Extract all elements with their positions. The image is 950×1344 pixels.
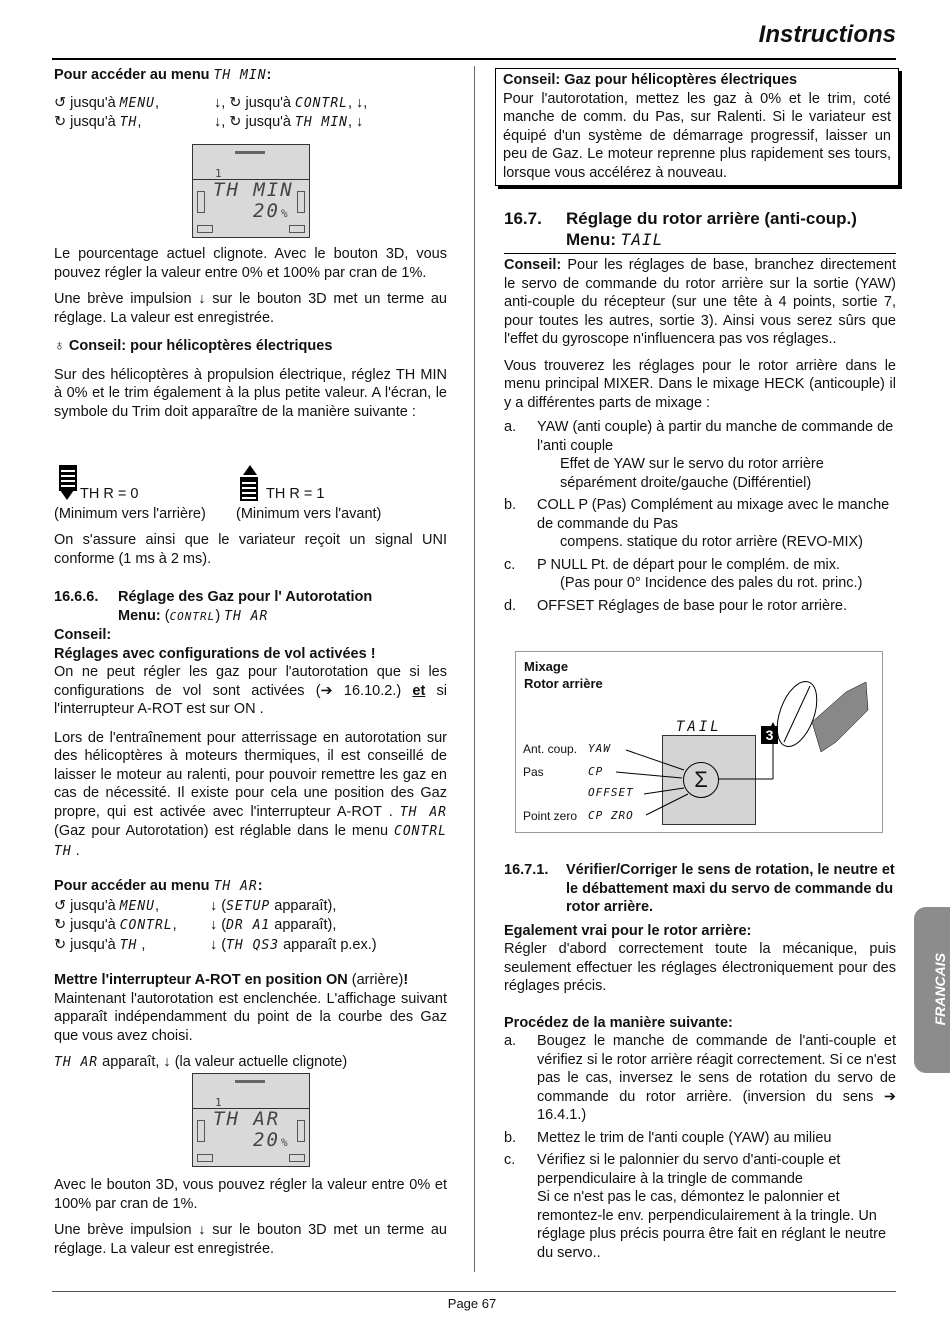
lcd-model-number: 1 [215,1096,222,1109]
diagram-row-label: Pas [523,765,544,779]
paragraph: Lors de l'entraînement pour atterrissage en autorotation sur des hélicoptères à moteurs thermiques, il est conseillé de laisser le moteur au ralenti, pour pouvoir remettre les gaz en cas de nécessité. Il existe pour cela une position des Gaz propre, qui est activée avec l'interrupteur A-ROT . TH AR (Gaz pour Autorotation) est réglable dans le menu CONTRL TH . [54,729,447,859]
heli-icon [235,151,265,154]
tip-box-text: Pour l'autorotation, mettez les gaz à 0% et le trim, coté manche de comm. du Pas, sur Ralenti. Si le variateur est équipé d'un système de démarrage progressif, laisser un peu de Gaz. Le moteur reprenne plus rapidement ses tours, lorsque vous accélérez à nouveau. [503,90,891,181]
trim-symbol-rear-icon [59,465,77,491]
also-heading: Egalement vrai pour le rotor arrière: [504,922,752,939]
lcd-line1: TH AR [213,1108,281,1130]
list-item: c. Vérifiez si le palonnier du servo d'anti-couple et perpendiculaire à la tringle de commande Si ce n'est pas le cas, démontez le palonnier et remontez-le env. perpendiculairement à la tringle. Un réglage plus précis pourra être fait en réglant le neutre du servo.. [504,1152,887,1261]
diagram-title: Mixage Rotor arrière [524,659,603,691]
access-heading-1: Pour accéder au menu TH MIN: [54,67,272,83]
paragraph: On s'assure ainsi que le variateur reçoit un signal UNI conforme (1 ms à 2 ms). [54,532,447,567]
lcd-percent: % [281,207,288,220]
mix-list [504,418,896,615]
diagram-row-lcd: OFFSET [588,786,634,799]
left-column [54,66,447,133]
list-item: a. YAW (anti couple) à partir du manche de commande de l'anti couple Effet de YAW sur le servo du rotor arrière séparément droite/gauche (Différentiel) [504,419,894,491]
diagram-row-label: Ant. coup. [523,742,578,756]
conseil-label: Conseil: [54,627,112,643]
lcd-model-number: 1 [215,167,222,180]
trim-right-icon [297,1120,305,1142]
footer-rule [52,1291,896,1292]
trim-bottom-left-icon [197,225,213,233]
list-item: d. OFFSET Réglages de base pour le rotor arrière. [504,597,848,614]
list-item: b. COLL P (Pas) Complément au mixage avec le manche de commande du Pas compens. statique du rotor arrière (REVO-MIX) [504,497,890,550]
list-item: a. Bougez le manche de commande de l'anti-couple et vérifiez si le rotor arrière réagit correctement. Si ce n'est pas le cas, inversez le sens de rotation du servo de commande du rotor arrière. (inversion du sens ➔ 16.4.1.) [504,1033,896,1123]
heli-icon [235,1080,265,1083]
lcd-line1: TH MIN [213,179,294,201]
paragraph: Avec le bouton 3D, vous pouvez régler la valeur entre 0% et 100% par cran de 1%. [54,1177,447,1212]
trim-label-1: TH R = 0 [80,486,139,502]
section-menu: Menu: (CONTRL) TH AR [118,607,269,624]
diagram-row-label: Point zero [523,809,578,823]
paragraph: Maintenant l'autorotation est enclenchée. L'affichage suivant apparaît indépendamment du point de la courbe des Gaz que vous avez choisi. [54,990,447,1044]
section-heading-16-7: 16.7. Réglage du rotor arrière (anti-coup.) [504,209,857,228]
tip-heading: ♁ Conseil: pour hélicoptères électriques [54,338,333,354]
paragraph: On ne peut régler les gaz pour l'autorotation que si les configurations de vol sont activées (➔ 16.10.2.) et si l'interrupteur A-ROT est sur ON . [54,664,447,717]
trim-label-2: TH R = 1 [266,486,325,502]
paragraph: Conseil: Pour les réglages de base, branchez directement le servo de commande du rotor arrière sur la sortie (YAW) anti-couple du récepteur (sur une tête à 4 points, sortie 7, pour toutes les autres, sortie 3). Ainsi vous serez sûrs que l'effet du gyroscope n'influencera pas vos réglages.. [504,257,896,347]
tip-box-heading: Conseil: Gaz pour hélicoptères électriques [503,72,798,88]
page-number: Page 67 [447,1296,497,1311]
paragraph: Régler d'abord correctement toute la mécanique, puis seulement effectuer les réglages électroniquement pour des réglages précis. [504,941,896,994]
trim-sub-1: (Minimum vers l'arrière) [54,506,206,522]
servo-number-badge: 3 [761,726,778,744]
sum-circle-icon: Σ [683,762,719,798]
trim-symbol-front-icon [240,477,258,501]
trim-bottom-right-icon [289,225,305,233]
left-column-4 [54,1176,447,1258]
diagram-wiring [516,652,882,832]
section-menu-tail: Menu: TAIL [566,230,664,249]
paragraph: TH AR apparaît, ↓ (la valeur actuelle clignote) [54,1054,348,1070]
header-rule [52,58,896,60]
list-item: c. P NULL Pt. de départ pour le complém. de mix. (Pas pour 0° Incidence des pales du rot. princ.) [504,556,863,591]
list-item: b. Mettez le trim de l'anti couple (YAW) au milieu [504,1129,832,1146]
arrow-up-icon [243,465,257,475]
right-column-2 [504,861,896,1262]
diagram-row-lcd: CP ZRO [588,809,634,822]
bulb-icon: ♁ [54,338,69,354]
arrow-down-icon [60,490,74,500]
paragraph: Mettre l'interrupteur A-ROT en position ON (arrière)! [54,972,409,988]
paragraph: Une brève impulsion ↓ sur le bouton 3D met un terme au réglage. La valeur est enregistrée. [54,1222,447,1257]
subsection-heading: 16.7.1. Vérifier/Corriger le sens de rotation, le neutre et le débattement maxi du servo de commande du rotor arrière. [504,862,895,915]
nav-steps-2: ↺ jusqu'à MENU, ↓ (SETUP apparaît), ↻ jusqu'à CONTRL, ↓ (DR A1 apparaît), ↻ jusqu'à TH , ↓ (TH QS3 apparaît p.ex.) [54,897,377,953]
right-column [504,208,896,615]
diagram-row-lcd: CP [588,765,604,778]
mix-diagram [515,651,883,833]
paragraph: Le pourcentage actuel clignote. Avec le bouton 3D, vous pouvez régler la valeur entre 0% et 100% par cran de 1%. [54,246,447,281]
procedure-heading: Procédez de la manière suivante: [504,1014,733,1031]
lcd-display-th-min [192,144,310,238]
column-divider [474,66,475,1272]
language-tab-label: FRANCAIS [931,953,948,1026]
tip-box-electric [495,68,899,186]
access-heading-2: Pour accéder au menu TH AR: [54,878,263,894]
lcd-percent: % [281,1136,288,1149]
diagram-tail-label: TAIL [676,719,722,735]
page-title: Instructions [758,21,896,48]
diagram-row-lcd: YAW [588,742,611,755]
trim-bottom-left-icon [197,1154,213,1162]
left-column-3 [54,531,447,1073]
trim-bottom-right-icon [289,1154,305,1162]
lcd-line2: 20 [253,200,280,222]
left-column-2 [54,245,447,421]
lcd-line2: 20 [253,1129,280,1151]
trim-right-icon [297,191,305,213]
lcd-display-th-ar [192,1073,310,1167]
trim-left-icon [197,191,205,213]
conseil-heading: Réglages avec configurations de vol activées ! [54,645,376,662]
trim-left-icon [197,1120,205,1142]
paragraph: Vous trouverez les réglages pour le rotor arrière dans le menu principal MIXER. Dans le mixage HECK (anticouple) il y a différentes parts de mixage : [504,357,896,411]
nav-steps-1: ↺ jusqu'à MENU, ↓, ↻ jusqu'à CONTRL, ↓, ↻ jusqu'à TH, ↓, ↻ jusqu'à TH MIN, ↓ [54,94,368,130]
trim-sub-2: (Minimum vers l'avant) [236,506,382,522]
paragraph: Sur des hélicoptères à propulsion électrique, réglez TH MIN à 0% et le trim également à la plus petite valeur. A l'écran, le symbole du Trim doit apparaître de la manière suivante : [54,366,447,420]
paragraph: Une brève impulsion ↓ sur le bouton 3D met un terme au réglage. La valeur est enregistrée. [54,291,447,326]
section-heading: 16.6.6. Réglage des Gaz pour l' Autorotation [54,589,373,605]
